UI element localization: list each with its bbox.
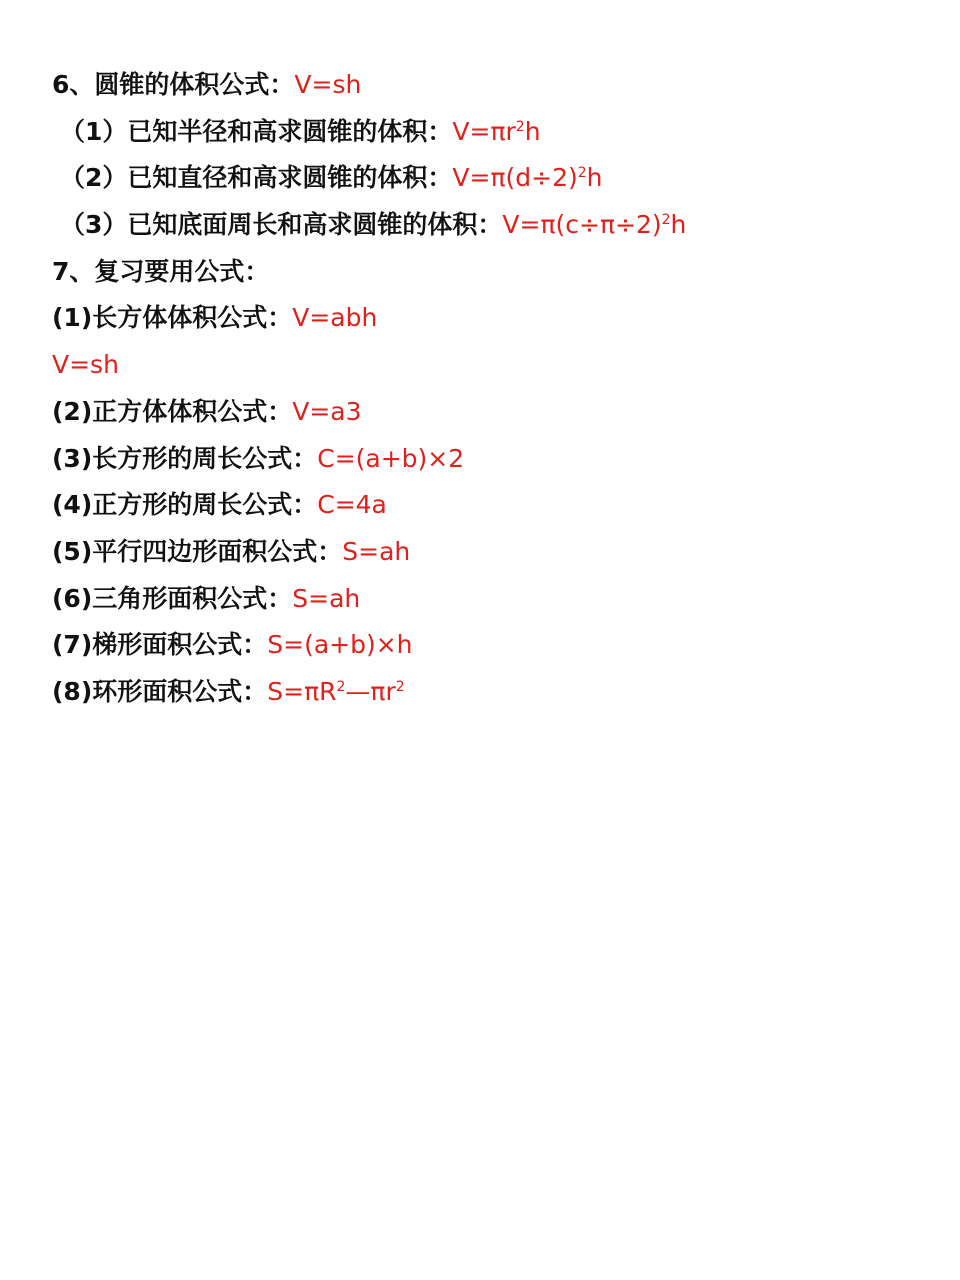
- annulus-area-formula: [267, 677, 404, 706]
- formula-exponent: 2: [336, 678, 346, 695]
- rectangle-perimeter-formula: C=(a+b)×2: [317, 443, 465, 473]
- trapezoid-area-line: [52, 622, 932, 669]
- trapezoid-area-formula: S=(a+b)×h: [267, 630, 413, 660]
- formula-part: h: [586, 163, 603, 193]
- rectangle-perimeter-label: (3)长方形的周长公式：: [52, 443, 318, 473]
- cone-volume-diameter-label: （2）已知直径和高求圆锥的体积：: [60, 163, 453, 193]
- cone-volume-diameter-formula: [452, 163, 602, 192]
- annulus-area-line: [52, 669, 932, 716]
- cone-volume-circumference-label: （3）已知底面周长和高求圆锥的体积：: [60, 210, 503, 240]
- parallelogram-area-formula: S=ah: [342, 536, 411, 566]
- review-formulas-heading: 7、复习要用公式：: [52, 256, 270, 286]
- formula-exponent: 2: [395, 678, 405, 695]
- formula-exponent: 2: [661, 212, 671, 229]
- square-perimeter-line: [52, 482, 932, 529]
- formula-part: h: [670, 210, 687, 240]
- review-formulas-heading-line: [52, 249, 932, 296]
- cube-volume-line: [52, 389, 932, 436]
- cone-volume-circumference-formula: [502, 210, 686, 239]
- cube-volume-formula: V=a3: [292, 396, 362, 426]
- cone-volume-radius-formula: [452, 117, 540, 146]
- cone-volume-radius-line: [52, 109, 932, 156]
- formula-part: —πr: [345, 676, 396, 706]
- formula-part: S=πR: [267, 676, 337, 706]
- formula-part: V=πr: [452, 116, 516, 146]
- formula-part: V=π(d÷2): [452, 163, 578, 193]
- cuboid-volume-line: [52, 295, 932, 342]
- cone-volume-heading-label: 6、圆锥的体积公式：: [52, 70, 295, 99]
- cone-volume-circumference-line: [52, 202, 932, 249]
- formula-part: V=π(c÷π÷2): [502, 210, 662, 240]
- cuboid-volume-alt-line: [52, 342, 932, 389]
- formula-part: h: [524, 116, 541, 146]
- square-perimeter-label: (4)正方形的周长公式：: [52, 490, 318, 520]
- cone-volume-heading-line: [52, 62, 932, 109]
- parallelogram-area-line: [52, 529, 932, 576]
- cuboid-volume-label: (1)长方体体积公式：: [52, 303, 293, 333]
- cube-volume-label: (2)正方体体积公式：: [52, 396, 293, 426]
- parallelogram-area-label: (5)平行四边形面积公式：: [52, 536, 343, 566]
- triangle-area-label: (6)三角形面积公式：: [52, 583, 293, 613]
- cone-volume-formula: V=sh: [294, 70, 362, 99]
- cone-volume-radius-label: （1）已知半径和高求圆锥的体积：: [60, 116, 453, 146]
- cuboid-volume-formula: V=abh: [292, 303, 378, 333]
- formula-exponent: 2: [515, 118, 525, 135]
- formula-exponent: 2: [577, 165, 587, 182]
- cuboid-volume-alt-formula: V=sh: [52, 350, 119, 380]
- triangle-area-line: [52, 576, 932, 623]
- annulus-area-label: (8)环形面积公式：: [52, 676, 268, 706]
- square-perimeter-formula: C=4a: [317, 490, 387, 520]
- cone-volume-diameter-line: [52, 155, 932, 202]
- formula-list: [52, 62, 932, 716]
- triangle-area-formula: S=ah: [292, 583, 361, 613]
- trapezoid-area-label: (7)梯形面积公式：: [52, 630, 268, 660]
- rectangle-perimeter-line: [52, 436, 932, 483]
